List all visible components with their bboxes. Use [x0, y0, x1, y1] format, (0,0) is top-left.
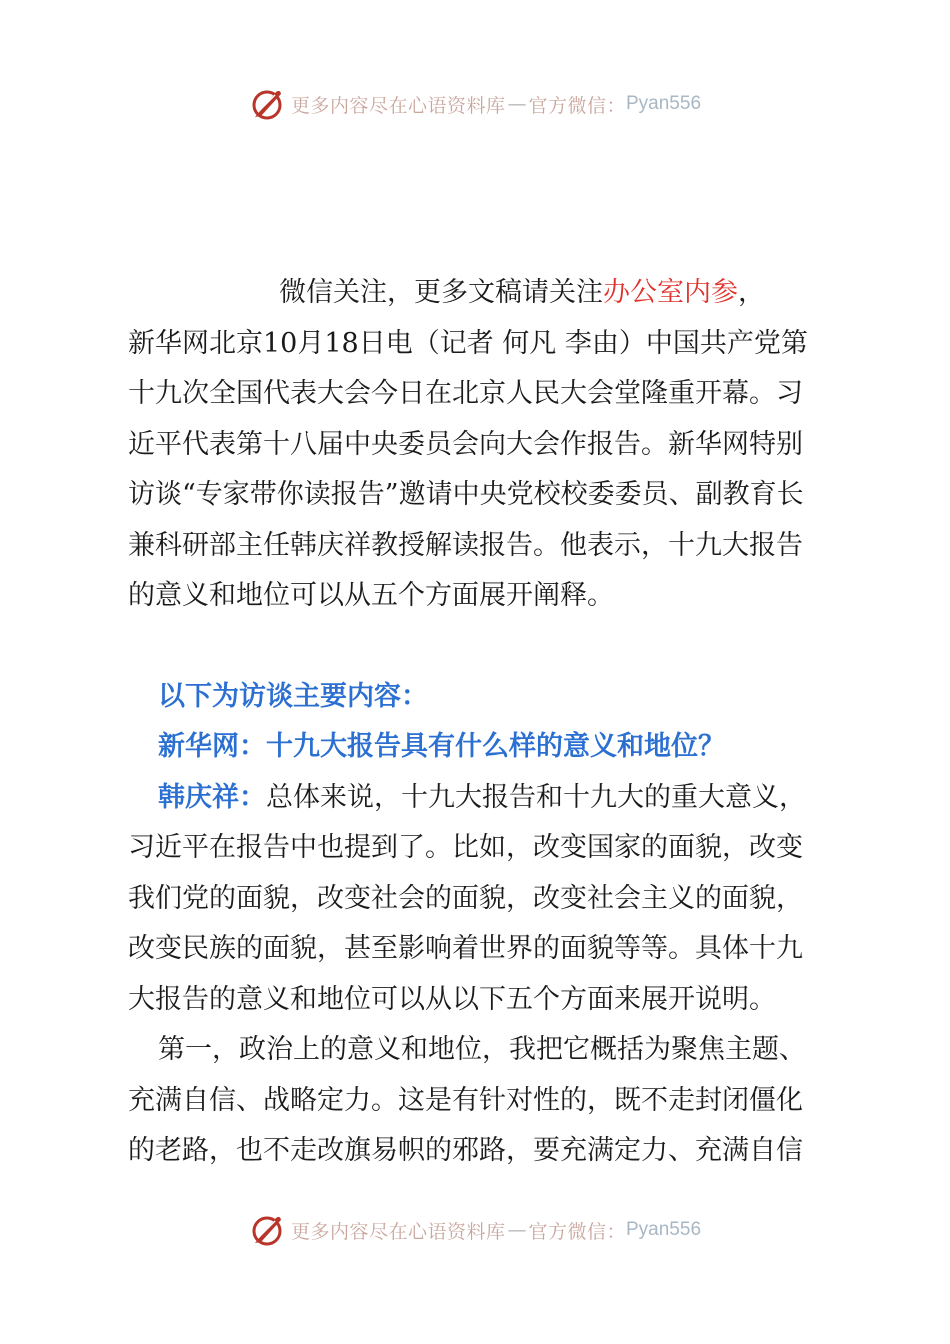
answer-speaker: 韩庆祥： — [158, 781, 266, 813]
quill-pen-logo-icon — [249, 1212, 285, 1248]
intro-prefix: 微信关注，更多文稿请关注 — [279, 277, 603, 308]
paragraph-1: 新华网北京10月18日电（记者 何凡 李由）中国共产党第十九次全国代表大会今日在北京人民大会堂隆重开幕。习近平代表第十八届中央委员会向大会作报告。新华网特别访谈“专家带你读报告”邀请中央党校校委委员、副教育长兼科研部主任韩庆祥教授解读报告。他表示，十九大报告的意义和地位可以从五个方面展开阐释。 — [128, 327, 808, 611]
intro-suffix: ， — [738, 277, 765, 308]
banner-wechat-id: Pyan556 — [626, 93, 702, 114]
section-heading: 以下为访谈主要内容： — [158, 680, 428, 712]
banner-text: 更多内容尽在心语资料库 — [290, 1220, 506, 1243]
question: 新华网：十九大报告具有什么样的意义和地位？ — [158, 731, 725, 762]
paragraph-2: 第一，政治上的意义和地位，我把它概括为聚焦主题、充满自信、战略定力。这是有针对性的，既不走封闭僵化的老路，也不走改旗易帜的邪路，要充满定力、充满自信 — [128, 1034, 806, 1166]
answer-paragraph — [128, 773, 818, 1026]
spacer — [128, 622, 818, 672]
banner-label: 官方微信： — [528, 1220, 626, 1243]
quill-pen-logo-icon — [249, 86, 285, 122]
answer-text: 总体来说，十九大报告和十九大的重大意义，习近平在报告中也提到了。比如，改变国家的面貌，改变我们党的面貌，改变社会的面貌，改变社会主义的面貌，改变民族的面貌，甚至影响着世界的面貌等等。具体十九大报告的意义和地位可以从以下五个方面来展开说明。 — [128, 781, 806, 1015]
intro-link[interactable]: 办公室内参 — [603, 277, 738, 308]
banner-wechat-id: Pyan556 — [626, 1219, 702, 1240]
footer-banner — [0, 1210, 950, 1250]
banner-separator: — — [507, 1219, 527, 1241]
article-body — [128, 268, 818, 1177]
banner-label: 官方微信： — [528, 94, 626, 117]
banner-separator: — — [507, 93, 527, 115]
intro-line — [128, 268, 818, 319]
header-banner — [0, 84, 950, 124]
banner-text: 更多内容尽在心语资料库 — [290, 94, 506, 117]
